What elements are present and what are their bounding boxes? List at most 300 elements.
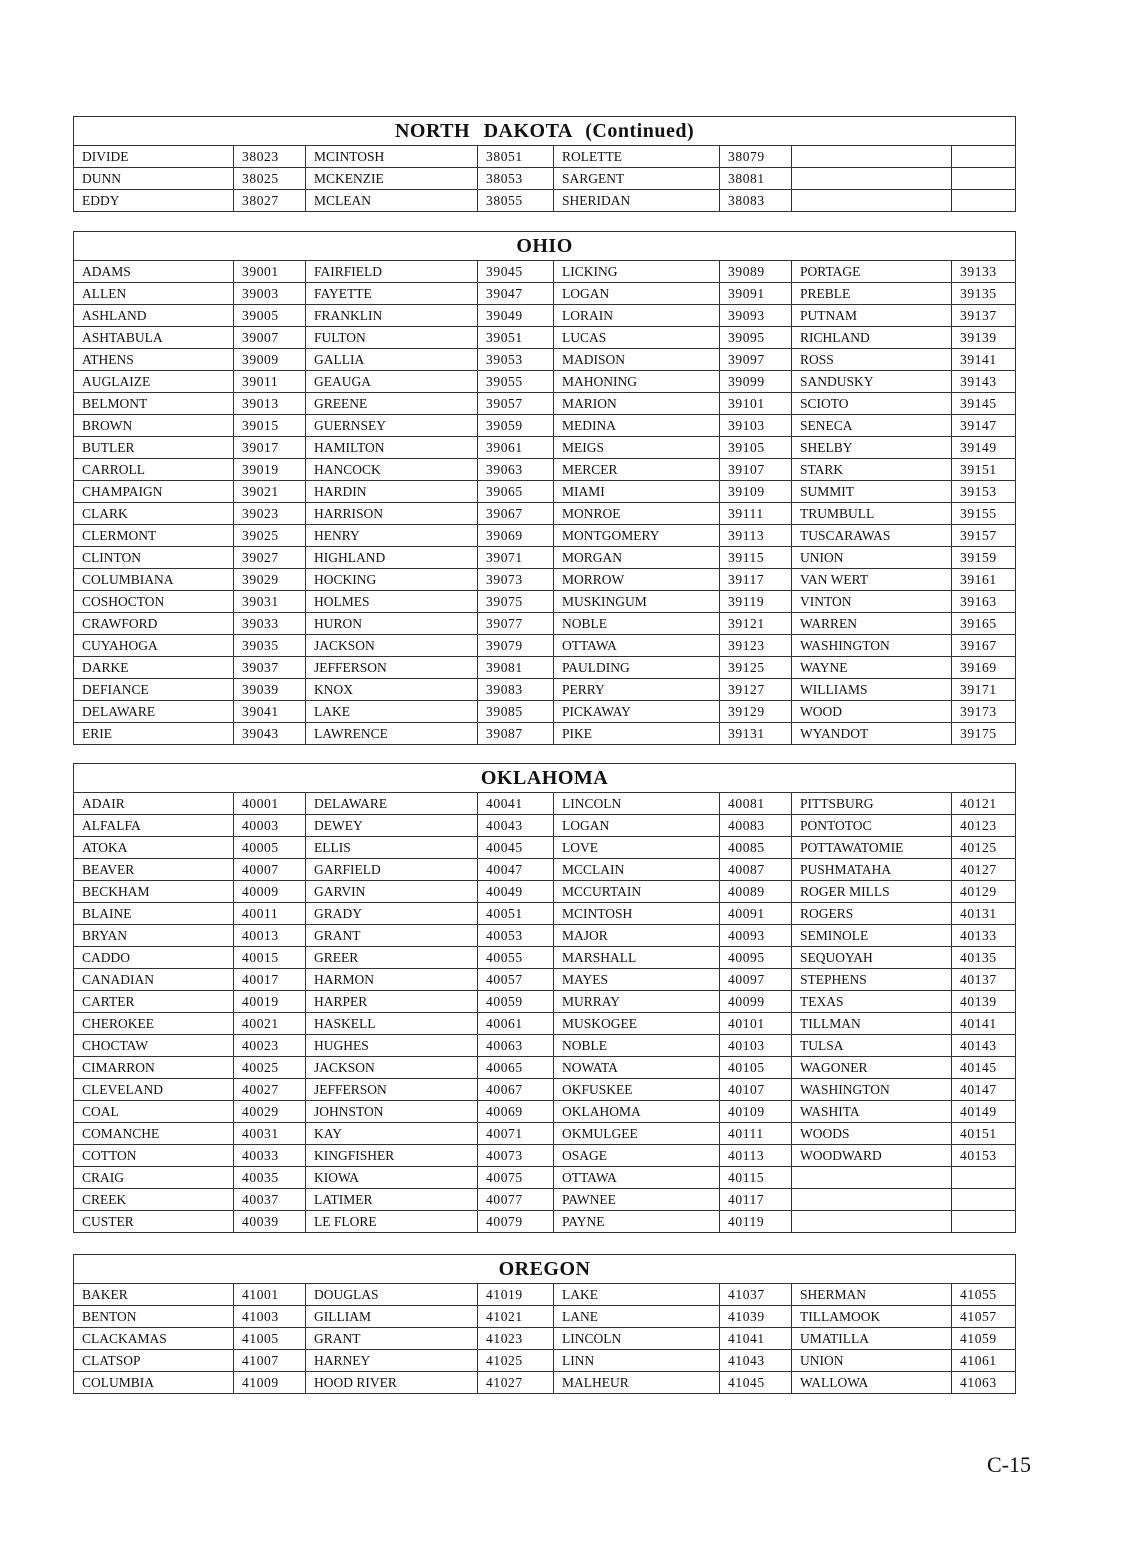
county-code: 39097: [720, 349, 792, 371]
county-code: 40115: [720, 1167, 792, 1189]
state-title: OKLAHOMA: [74, 764, 1016, 793]
county-code: [952, 168, 1016, 190]
county-code: 40021: [234, 1013, 306, 1035]
county-code: 39093: [720, 305, 792, 327]
table-row: [74, 991, 1016, 1013]
county-name: PAULDING: [554, 657, 720, 679]
county-name: UNION: [792, 1350, 952, 1372]
county-name: WASHINGTON: [792, 635, 952, 657]
county-name: OKMULGEE: [554, 1123, 720, 1145]
county-name: JACKSON: [306, 1057, 478, 1079]
county-code: 40001: [234, 793, 306, 815]
county-name: LOGAN: [554, 815, 720, 837]
county-name: PICKAWAY: [554, 701, 720, 723]
county-code: 39015: [234, 415, 306, 437]
table-row: [74, 525, 1016, 547]
county-name: WYANDOT: [792, 723, 952, 745]
county-code: 40009: [234, 881, 306, 903]
county-code: 39043: [234, 723, 306, 745]
county-name: COLUMBIA: [74, 1372, 234, 1394]
county-name: OKFUSKEE: [554, 1079, 720, 1101]
county-code: 39031: [234, 591, 306, 613]
county-code: 39003: [234, 283, 306, 305]
county-name: COTTON: [74, 1145, 234, 1167]
county-name: FRANKLIN: [306, 305, 478, 327]
county-code: 41041: [720, 1328, 792, 1350]
county-code: 39101: [720, 393, 792, 415]
county-name: NOBLE: [554, 1035, 720, 1057]
county-name: PERRY: [554, 679, 720, 701]
county-name: CARTER: [74, 991, 234, 1013]
county-code: 40103: [720, 1035, 792, 1057]
county-code: [952, 190, 1016, 212]
county-code: 40105: [720, 1057, 792, 1079]
county-name: CHEROKEE: [74, 1013, 234, 1035]
table-row: [74, 503, 1016, 525]
county-code: 40081: [720, 793, 792, 815]
county-name: DELAWARE: [74, 701, 234, 723]
county-code: 41037: [720, 1284, 792, 1306]
county-name: POTTAWATOMIE: [792, 837, 952, 859]
table-row: [74, 1035, 1016, 1057]
oregon-table: [73, 1254, 1016, 1394]
county-name: BENTON: [74, 1306, 234, 1328]
county-name: MAYES: [554, 969, 720, 991]
table-row: [74, 393, 1016, 415]
county-name: TILLAMOOK: [792, 1306, 952, 1328]
county-code: 41057: [952, 1306, 1016, 1328]
county-name: MCINTOSH: [306, 146, 478, 168]
county-name: OTTAWA: [554, 1167, 720, 1189]
county-code: 39171: [952, 679, 1016, 701]
county-name: HIGHLAND: [306, 547, 478, 569]
county-name: MAJOR: [554, 925, 720, 947]
county-code: 39145: [952, 393, 1016, 415]
county-code: 40017: [234, 969, 306, 991]
county-name: FAIRFIELD: [306, 261, 478, 283]
county-code: 40055: [478, 947, 554, 969]
county-code: 40031: [234, 1123, 306, 1145]
county-name: BELMONT: [74, 393, 234, 415]
county-code: 39103: [720, 415, 792, 437]
table-row: [74, 1328, 1016, 1350]
table-row: [74, 481, 1016, 503]
county-name: DOUGLAS: [306, 1284, 478, 1306]
county-code: 39025: [234, 525, 306, 547]
county-name: WAGONER: [792, 1057, 952, 1079]
county-code: 40095: [720, 947, 792, 969]
county-name: MCLEAN: [306, 190, 478, 212]
county-name: MONROE: [554, 503, 720, 525]
county-code: 41027: [478, 1372, 554, 1394]
table-row: [74, 168, 1016, 190]
county-name: ROGERS: [792, 903, 952, 925]
county-name: GALLIA: [306, 349, 478, 371]
county-name: PONTOTOC: [792, 815, 952, 837]
county-code: 40083: [720, 815, 792, 837]
county-name: CANADIAN: [74, 969, 234, 991]
county-name: DEWEY: [306, 815, 478, 837]
county-code: 39067: [478, 503, 554, 525]
table-row: [74, 371, 1016, 393]
county-code: 39061: [478, 437, 554, 459]
county-name: GREENE: [306, 393, 478, 415]
county-code: 39109: [720, 481, 792, 503]
county-name: GARFIELD: [306, 859, 478, 881]
county-code: 39063: [478, 459, 554, 481]
county-name: BEAVER: [74, 859, 234, 881]
county-code: 40123: [952, 815, 1016, 837]
county-name: LINCOLN: [554, 793, 720, 815]
county-name: [792, 168, 952, 190]
county-name: JACKSON: [306, 635, 478, 657]
county-name: MCINTOSH: [554, 903, 720, 925]
county-code: 40119: [720, 1211, 792, 1233]
county-name: [792, 146, 952, 168]
county-name: DEFIANCE: [74, 679, 234, 701]
county-code: 39045: [478, 261, 554, 283]
county-code: 41019: [478, 1284, 554, 1306]
county-name: LOVE: [554, 837, 720, 859]
county-name: KAY: [306, 1123, 478, 1145]
county-code: 39071: [478, 547, 554, 569]
county-code: 39155: [952, 503, 1016, 525]
county-name: [792, 1189, 952, 1211]
county-code: 38079: [720, 146, 792, 168]
county-name: WOODWARD: [792, 1145, 952, 1167]
county-code: 39173: [952, 701, 1016, 723]
county-code: 39033: [234, 613, 306, 635]
county-name: STEPHENS: [792, 969, 952, 991]
county-code: 39143: [952, 371, 1016, 393]
county-name: [792, 190, 952, 212]
county-name: OTTAWA: [554, 635, 720, 657]
county-code: 40033: [234, 1145, 306, 1167]
county-code: 40139: [952, 991, 1016, 1013]
county-name: VINTON: [792, 591, 952, 613]
county-code: 40137: [952, 969, 1016, 991]
county-code: 39089: [720, 261, 792, 283]
county-name: SHERIDAN: [554, 190, 720, 212]
county-code: 39069: [478, 525, 554, 547]
county-code: 40107: [720, 1079, 792, 1101]
county-code: 39011: [234, 371, 306, 393]
county-code: 40041: [478, 793, 554, 815]
county-name: HAMILTON: [306, 437, 478, 459]
county-name: WARREN: [792, 613, 952, 635]
county-name: GILLIAM: [306, 1306, 478, 1328]
county-name: JEFFERSON: [306, 1079, 478, 1101]
county-code: 39049: [478, 305, 554, 327]
county-code: 40067: [478, 1079, 554, 1101]
county-name: LINCOLN: [554, 1328, 720, 1350]
county-name: MURRAY: [554, 991, 720, 1013]
county-name: MCCLAIN: [554, 859, 720, 881]
county-code: 39039: [234, 679, 306, 701]
county-code: 39035: [234, 635, 306, 657]
county-code: 40077: [478, 1189, 554, 1211]
county-code: 40073: [478, 1145, 554, 1167]
county-code: 39165: [952, 613, 1016, 635]
county-name: MEDINA: [554, 415, 720, 437]
ohio-table: [73, 231, 1016, 745]
county-name: AUGLAIZE: [74, 371, 234, 393]
county-name: TRUMBULL: [792, 503, 952, 525]
county-name: CUYAHOGA: [74, 635, 234, 657]
county-code: 39007: [234, 327, 306, 349]
county-code: 39083: [478, 679, 554, 701]
county-name: HOCKING: [306, 569, 478, 591]
county-name: LATIMER: [306, 1189, 478, 1211]
table-row: [74, 459, 1016, 481]
county-name: LANE: [554, 1306, 720, 1328]
county-code: 39161: [952, 569, 1016, 591]
county-code: 40113: [720, 1145, 792, 1167]
county-name: HANCOCK: [306, 459, 478, 481]
state-title: OREGON: [74, 1255, 1016, 1284]
county-name: NOBLE: [554, 613, 720, 635]
county-code: 39037: [234, 657, 306, 679]
table-row: [74, 1101, 1016, 1123]
county-name: CADDO: [74, 947, 234, 969]
county-name: BECKHAM: [74, 881, 234, 903]
county-name: GEAUGA: [306, 371, 478, 393]
county-code: 39085: [478, 701, 554, 723]
county-name: CLACKAMAS: [74, 1328, 234, 1350]
county-code: 39065: [478, 481, 554, 503]
county-code: 40111: [720, 1123, 792, 1145]
table-row: [74, 1189, 1016, 1211]
county-name: WILLIAMS: [792, 679, 952, 701]
county-code: 40131: [952, 903, 1016, 925]
county-name: CHOCTAW: [74, 1035, 234, 1057]
county-code: 41061: [952, 1350, 1016, 1372]
table-row: [74, 437, 1016, 459]
table-row: [74, 261, 1016, 283]
county-code: 39029: [234, 569, 306, 591]
county-name: CREEK: [74, 1189, 234, 1211]
county-name: LE FLORE: [306, 1211, 478, 1233]
county-code: 40121: [952, 793, 1016, 815]
county-name: ASHLAND: [74, 305, 234, 327]
county-name: WASHITA: [792, 1101, 952, 1123]
county-name: CLERMONT: [74, 525, 234, 547]
county-code: 39125: [720, 657, 792, 679]
county-name: LINN: [554, 1350, 720, 1372]
county-name: EDDY: [74, 190, 234, 212]
table-row: [74, 1013, 1016, 1035]
county-name: ROGER MILLS: [792, 881, 952, 903]
county-code: 41005: [234, 1328, 306, 1350]
county-code: 40085: [720, 837, 792, 859]
county-code: 40011: [234, 903, 306, 925]
county-code: 39009: [234, 349, 306, 371]
county-name: HOOD RIVER: [306, 1372, 478, 1394]
county-code: 40097: [720, 969, 792, 991]
county-code: 39159: [952, 547, 1016, 569]
state-title: NORTH DAKOTA (Continued): [74, 117, 1016, 146]
county-name: LAKE: [554, 1284, 720, 1306]
county-code: 40005: [234, 837, 306, 859]
county-code: 39139: [952, 327, 1016, 349]
county-name: KIOWA: [306, 1167, 478, 1189]
county-name: HARRISON: [306, 503, 478, 525]
county-code: 41043: [720, 1350, 792, 1372]
county-code: 38081: [720, 168, 792, 190]
county-name: FAYETTE: [306, 283, 478, 305]
county-code: 40049: [478, 881, 554, 903]
table-row: [74, 146, 1016, 168]
table-row: [74, 793, 1016, 815]
county-code: 40087: [720, 859, 792, 881]
county-name: HUGHES: [306, 1035, 478, 1057]
county-code: 40037: [234, 1189, 306, 1211]
county-code: 39153: [952, 481, 1016, 503]
table-row: [74, 947, 1016, 969]
table-row: [74, 1350, 1016, 1372]
county-code: 39129: [720, 701, 792, 723]
county-name: MORGAN: [554, 547, 720, 569]
county-code: 39135: [952, 283, 1016, 305]
county-code: 40147: [952, 1079, 1016, 1101]
table-row: [74, 679, 1016, 701]
county-name: PIKE: [554, 723, 720, 745]
county-name: JOHNSTON: [306, 1101, 478, 1123]
county-name: SHELBY: [792, 437, 952, 459]
county-code: 40047: [478, 859, 554, 881]
county-name: PUSHMATAHA: [792, 859, 952, 881]
table-row: [74, 903, 1016, 925]
county-name: HARNEY: [306, 1350, 478, 1372]
county-code: 40079: [478, 1211, 554, 1233]
county-code: 41003: [234, 1306, 306, 1328]
table-row: [74, 1372, 1016, 1394]
county-name: HARMON: [306, 969, 478, 991]
county-code: 39095: [720, 327, 792, 349]
county-name: WASHINGTON: [792, 1079, 952, 1101]
county-code: 40057: [478, 969, 554, 991]
county-name: COLUMBIANA: [74, 569, 234, 591]
county-code: 40013: [234, 925, 306, 947]
county-code: 40063: [478, 1035, 554, 1057]
county-name: CUSTER: [74, 1211, 234, 1233]
table-row: [74, 190, 1016, 212]
county-code: 39163: [952, 591, 1016, 613]
county-name: KINGFISHER: [306, 1145, 478, 1167]
table-row: [74, 327, 1016, 349]
county-name: ADAIR: [74, 793, 234, 815]
county-name: DARKE: [74, 657, 234, 679]
table-row: [74, 635, 1016, 657]
county-name: ASHTABULA: [74, 327, 234, 349]
county-code: 39001: [234, 261, 306, 283]
county-name: HENRY: [306, 525, 478, 547]
table-row: [74, 547, 1016, 569]
county-name: DELAWARE: [306, 793, 478, 815]
table-row: [74, 1284, 1016, 1306]
north-dakota-table: [73, 116, 1016, 212]
county-code: 39167: [952, 635, 1016, 657]
county-name: RICHLAND: [792, 327, 952, 349]
table-row: [74, 969, 1016, 991]
county-code: 40019: [234, 991, 306, 1013]
table-row: [74, 349, 1016, 371]
county-code: 39053: [478, 349, 554, 371]
county-name: LUCAS: [554, 327, 720, 349]
county-name: SENECA: [792, 415, 952, 437]
county-name: SEQUOYAH: [792, 947, 952, 969]
county-name: CLARK: [74, 503, 234, 525]
county-code: 39157: [952, 525, 1016, 547]
county-name: MARSHALL: [554, 947, 720, 969]
county-code: 39105: [720, 437, 792, 459]
county-name: [792, 1167, 952, 1189]
county-code: 40059: [478, 991, 554, 1013]
county-code: 38053: [478, 168, 554, 190]
county-name: PUTNAM: [792, 305, 952, 327]
county-code: 40075: [478, 1167, 554, 1189]
table-row: [74, 925, 1016, 947]
county-code: 38025: [234, 168, 306, 190]
county-code: 39047: [478, 283, 554, 305]
county-name: ROSS: [792, 349, 952, 371]
county-name: SCIOTO: [792, 393, 952, 415]
county-code: 40061: [478, 1013, 554, 1035]
county-code: 41063: [952, 1372, 1016, 1394]
county-name: PAWNEE: [554, 1189, 720, 1211]
county-name: MUSKOGEE: [554, 1013, 720, 1035]
county-code: 41055: [952, 1284, 1016, 1306]
county-name: MAHONING: [554, 371, 720, 393]
county-code: 39147: [952, 415, 1016, 437]
county-code: 38055: [478, 190, 554, 212]
table-row: [74, 1211, 1016, 1233]
county-code: 40025: [234, 1057, 306, 1079]
county-name: HASKELL: [306, 1013, 478, 1035]
county-code: 41007: [234, 1350, 306, 1372]
table-row: [74, 1079, 1016, 1101]
county-name: TILLMAN: [792, 1013, 952, 1035]
table-row: [74, 859, 1016, 881]
county-code: 40029: [234, 1101, 306, 1123]
county-code: 38023: [234, 146, 306, 168]
county-name: CARROLL: [74, 459, 234, 481]
county-code: 40051: [478, 903, 554, 925]
county-name: FULTON: [306, 327, 478, 349]
county-code: 41009: [234, 1372, 306, 1394]
county-name: MEIGS: [554, 437, 720, 459]
county-name: TEXAS: [792, 991, 952, 1013]
county-name: CRAWFORD: [74, 613, 234, 635]
county-code: 40007: [234, 859, 306, 881]
county-code: 39013: [234, 393, 306, 415]
county-name: MORROW: [554, 569, 720, 591]
county-name: PREBLE: [792, 283, 952, 305]
county-name: GRADY: [306, 903, 478, 925]
oklahoma-table: [73, 763, 1016, 1233]
county-code: 39075: [478, 591, 554, 613]
county-code: 40045: [478, 837, 554, 859]
county-name: ATOKA: [74, 837, 234, 859]
county-name: LOGAN: [554, 283, 720, 305]
county-code: 38083: [720, 190, 792, 212]
county-name: SEMINOLE: [792, 925, 952, 947]
county-code: 39107: [720, 459, 792, 481]
county-name: GUERNSEY: [306, 415, 478, 437]
county-code: 39073: [478, 569, 554, 591]
table-row: [74, 701, 1016, 723]
county-code: 40135: [952, 947, 1016, 969]
